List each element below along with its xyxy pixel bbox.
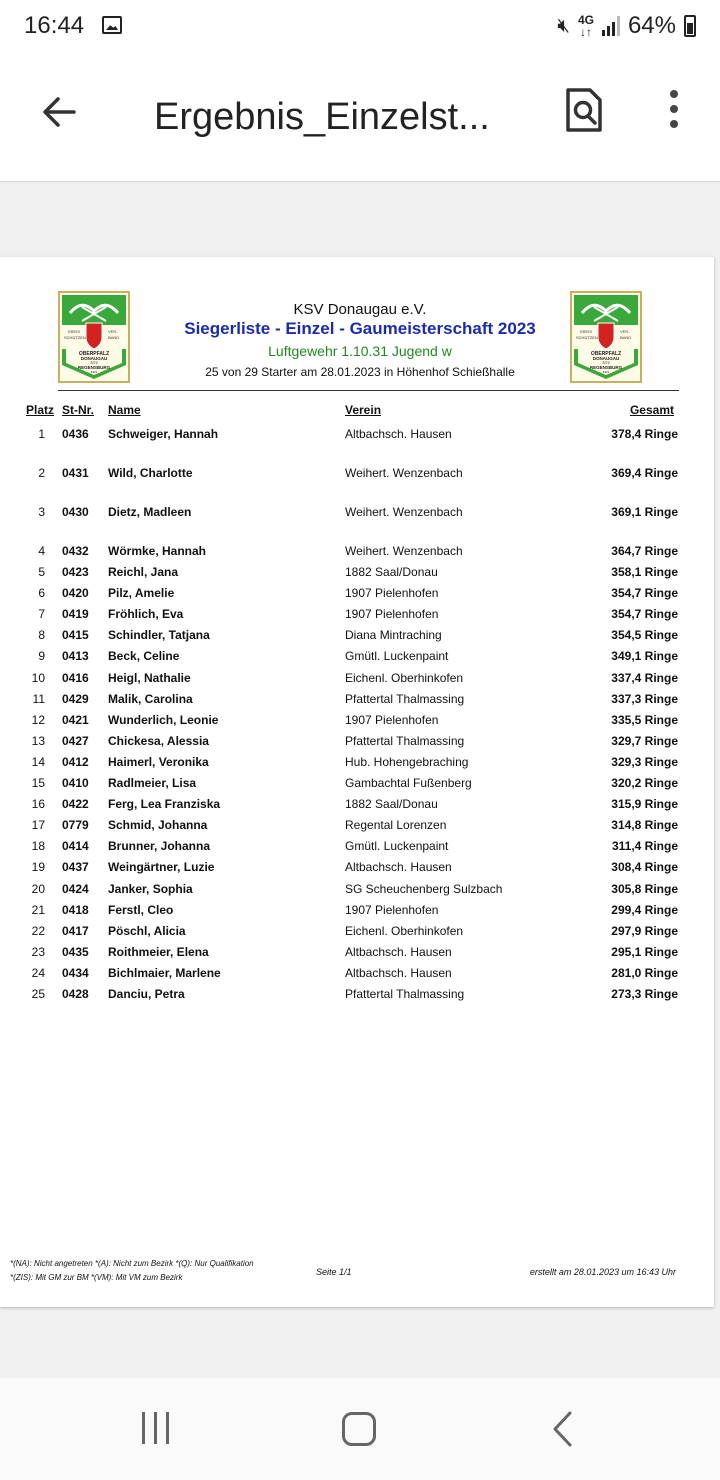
cell-gesamt: 281,0 Ringe (611, 965, 678, 980)
back-arrow-icon[interactable] (38, 90, 82, 134)
cell-name: Pilz, Amelie (108, 586, 175, 601)
cell-start-number: 0429 (62, 691, 89, 706)
cell-name: Danciu, Petra (108, 986, 185, 1001)
cell-name: Pöschl, Alicia (108, 923, 186, 938)
table-row (0, 837, 714, 858)
cell-verein: Weihert. Wenzenbach (345, 505, 463, 519)
cell-gesamt: 308,4 Ringe (611, 860, 678, 875)
cell-verein: 1907 Pielenhofen (345, 586, 439, 601)
cell-start-number: 0419 (62, 607, 89, 622)
cell-gesamt: 273,3 Ringe (611, 986, 678, 1001)
footer-legend-1: *(NA): Nicht angetreten *(A): Nicht zum Bezirk *(Q): Nur Qualifikation (10, 1259, 254, 1268)
cell-name: Chickesa, Alessia (108, 733, 209, 748)
cell-name: Schmid, Johanna (108, 818, 208, 833)
cell-start-number: 0413 (62, 649, 89, 664)
pdf-page (0, 257, 714, 1307)
cell-platz: 9 (38, 649, 45, 664)
table-row (0, 858, 714, 879)
cell-verein: Pfattertal Thalmassing (345, 986, 465, 1001)
logo-text: SCHÜTZEN (576, 335, 598, 340)
cell-platz: 13 (31, 733, 45, 748)
column-header-start-number: St-Nr. (62, 403, 95, 417)
cell-gesamt: 354,7 Ringe (611, 586, 678, 601)
cell-name: Roithmeier, Elena (108, 944, 209, 959)
table-row (0, 647, 714, 668)
logo-text: SITZ (602, 361, 610, 365)
cell-start-number: 0414 (62, 839, 89, 854)
cell-verein: Hub. Hohengebraching (345, 754, 469, 769)
cell-verein: Altbachsch. Hausen (345, 944, 452, 959)
table-row (0, 669, 714, 690)
cell-start-number: 0430 (62, 505, 89, 519)
club-logo-left (58, 291, 130, 383)
cell-gesamt: 369,1 Ringe (611, 505, 678, 519)
cell-start-number: 0779 (62, 818, 89, 833)
column-header-verein: Verein (345, 403, 382, 417)
cell-start-number: 0436 (62, 427, 89, 441)
cell-gesamt: 297,9 Ringe (611, 923, 678, 938)
cell-start-number: 0422 (62, 797, 89, 812)
cell-verein: Pfattertal Thalmassing (345, 691, 465, 706)
table-row (0, 732, 714, 753)
cell-verein: 1907 Pielenhofen (345, 902, 439, 917)
cell-platz: 19 (31, 860, 45, 875)
cell-gesamt: 335,5 Ringe (611, 712, 678, 727)
search-in-document-icon[interactable] (562, 86, 606, 134)
cell-gesamt: 311,4 Ringe (611, 839, 678, 854)
cell-start-number: 0432 (62, 544, 89, 558)
document-title: Ergebnis_Einzelst... (154, 96, 490, 138)
app-bar (0, 52, 720, 182)
status-icons (557, 12, 696, 40)
cell-verein: Altbachsch. Hausen (345, 427, 452, 441)
cell-name: Schweiger, Hannah (108, 427, 219, 441)
cell-verein: 1907 Pielenhofen (345, 607, 439, 622)
cell-name: Dietz, Madleen (108, 505, 192, 519)
network-type-icon: 4G ↓↑ (577, 13, 594, 39)
cell-platz: 7 (38, 607, 45, 622)
cell-start-number: 0428 (62, 986, 89, 1001)
header-divider (58, 390, 679, 391)
footer-page-number: Seite 1/1 (316, 1267, 352, 1277)
battery-icon (684, 15, 696, 37)
cell-gesamt: 299,4 Ringe (611, 902, 678, 917)
cell-gesamt: 354,7 Ringe (611, 607, 678, 622)
discipline-subtitle: Luftgewehr 1.10.31 Jugend w (268, 343, 452, 359)
cell-name: Janker, Sophia (108, 881, 193, 896)
cell-platz: 3 (38, 505, 45, 519)
cell-name: Reichl, Jana (108, 565, 179, 580)
cell-verein: 1882 Saal/Donau (345, 797, 438, 812)
cell-platz: 5 (38, 565, 45, 580)
nav-back-icon[interactable] (548, 1410, 578, 1448)
cell-gesamt: 378,4 Ringe (611, 427, 678, 441)
navigation-bar (0, 1378, 720, 1480)
network-type-label: 4G (577, 13, 594, 27)
table-row (0, 901, 714, 922)
cell-gesamt: 305,8 Ringe (611, 881, 678, 896)
cell-platz: 15 (31, 776, 45, 791)
cell-platz: 24 (31, 965, 45, 980)
cell-start-number: 0431 (62, 466, 89, 480)
cell-start-number: 0434 (62, 965, 89, 980)
table-row (0, 880, 714, 901)
table-row (0, 563, 714, 584)
battery-percent: 64% (627, 12, 676, 39)
logo-text: SCHÜTZEN (64, 335, 86, 340)
cell-platz: 11 (32, 691, 45, 706)
cell-name: Malik, Carolina (108, 691, 193, 706)
cell-verein: Gmütl. Luckenpaint (345, 839, 449, 854)
cell-verein: Pfattertal Thalmassing (345, 733, 465, 748)
logo-text: REGENSBURG (77, 365, 111, 370)
cell-platz: 21 (31, 902, 45, 917)
cell-start-number: 0421 (62, 712, 89, 727)
organization-name: KSV Donaugau e.V. (293, 301, 427, 318)
column-header-gesamt: Gesamt (629, 403, 674, 417)
logo-text: DONAUGAU (592, 356, 620, 361)
club-logo-right (570, 291, 642, 383)
cell-start-number: 0417 (62, 923, 89, 938)
cell-gesamt: 349,1 Ringe (611, 649, 678, 664)
cell-name: Bichlmaier, Marlene (108, 965, 221, 980)
recent-apps-icon[interactable] (142, 1412, 169, 1444)
footer-created: erstellt am 28.01.2023 um 16:43 Uhr (529, 1267, 676, 1277)
cell-platz: 12 (31, 712, 45, 727)
cell-name: Haimerl, Veronika (108, 754, 209, 769)
logo-text: KREIS (580, 329, 593, 334)
mute-icon: 🔇︎ (557, 14, 570, 37)
logo-text: DONAUGAU (80, 356, 108, 361)
cell-start-number: 0423 (62, 565, 89, 580)
cell-name: Heigl, Nathalie (108, 670, 191, 685)
cell-platz: 1 (38, 427, 45, 441)
logo-text: VER- (620, 329, 630, 334)
cell-start-number: 0424 (62, 881, 89, 896)
cell-gesamt: 354,5 Ringe (611, 628, 678, 643)
cell-platz: 14 (31, 754, 45, 769)
table-row (0, 503, 714, 542)
table-row (0, 774, 714, 795)
cell-gesamt: 364,7 Ringe (611, 544, 678, 558)
cell-start-number: 0416 (62, 670, 89, 685)
cell-name: Wörmke, Hannah (108, 544, 207, 558)
table-row (0, 943, 714, 964)
cell-name: Ferstl, Cleo (108, 902, 174, 917)
cell-platz: 22 (31, 923, 45, 938)
signal-icon (602, 16, 620, 36)
home-icon[interactable] (342, 1412, 376, 1446)
cell-verein: Altbachsch. Hausen (345, 965, 452, 980)
cell-verein: Regental Lorenzen (345, 818, 447, 833)
table-row (0, 605, 714, 626)
table-row (0, 626, 714, 647)
column-header-platz: Platz (26, 403, 55, 417)
cell-name: Beck, Celine (108, 649, 180, 664)
cell-platz: 6 (38, 586, 45, 601)
column-header-name: Name (108, 403, 141, 417)
logo-text: REGENSBURG (589, 365, 623, 370)
table-row (0, 922, 714, 943)
cell-start-number: 0410 (62, 776, 89, 791)
cell-name: Wild, Charlotte (108, 466, 193, 480)
cell-verein: Gambachtal Fußenberg (345, 776, 472, 791)
cell-start-number: 0418 (62, 902, 89, 917)
cell-start-number: 0437 (62, 860, 89, 875)
logo-text: BAND (620, 335, 632, 340)
table-row (0, 711, 714, 732)
cell-platz: 16 (31, 797, 45, 812)
table-row (0, 816, 714, 837)
cell-platz: 8 (38, 628, 45, 643)
cell-verein: Diana Mintraching (345, 628, 442, 643)
cell-name: Weingärtner, Luzie (108, 860, 215, 875)
list-title: Siegerliste - Einzel - Gaumeisterschaft 2023 (184, 319, 536, 338)
logo-text: OBERPFALZ (78, 351, 110, 357)
cell-verein: Altbachsch. Hausen (345, 860, 452, 875)
cell-verein: Weihert. Wenzenbach (345, 544, 463, 558)
cell-platz: 23 (31, 944, 45, 959)
footer-legend-2: *(ZIS): Mit GM zur BM *(VM): Mit VM zum Bezirk (10, 1273, 183, 1282)
logo-text: 1921 (90, 370, 98, 374)
table-row (0, 584, 714, 605)
cell-name: Radlmeier, Lisa (108, 776, 197, 791)
document-viewer[interactable] (0, 183, 720, 1378)
logo-text: BAND (108, 335, 120, 340)
cell-name: Ferg, Lea Franziska (108, 797, 221, 812)
cell-start-number: 0420 (62, 586, 89, 601)
table-row (0, 464, 714, 503)
cell-start-number: 0427 (62, 733, 89, 748)
cell-gesamt: 314,8 Ringe (611, 818, 678, 833)
table-row (0, 985, 714, 1006)
logo-text: KREIS (68, 329, 81, 334)
gallery-notification-icon (102, 16, 122, 34)
cell-platz: 17 (31, 818, 45, 833)
table-row (0, 542, 714, 563)
cell-gesamt: 337,4 Ringe (611, 670, 678, 685)
cell-start-number: 0435 (62, 944, 89, 959)
table-row (0, 425, 714, 464)
cell-gesamt: 358,1 Ringe (611, 565, 678, 580)
table-row (0, 964, 714, 985)
logo-text: OBERPFALZ (590, 351, 622, 357)
cell-gesamt: 315,9 Ringe (611, 797, 678, 812)
more-options-icon[interactable] (662, 90, 686, 136)
cell-platz: 18 (31, 839, 45, 854)
cell-verein: Eichenl. Oberhinkofen (345, 670, 464, 685)
status-time: 16:44 (24, 12, 85, 39)
logo-text: VER- (108, 329, 118, 334)
cell-name: Brunner, Johanna (108, 839, 211, 854)
cell-start-number: 0415 (62, 628, 89, 643)
cell-platz: 25 (31, 986, 45, 1001)
cell-platz: 4 (38, 544, 45, 558)
cell-verein: SG Scheuchenberg Sulzbach (345, 881, 503, 896)
cell-verein: 1882 Saal/Donau (345, 565, 438, 580)
cell-verein: Eichenl. Oberhinkofen (345, 923, 464, 938)
event-info: 25 von 29 Starter am 28.01.2023 in Höhenhof Schießhalle (205, 365, 515, 379)
cell-name: Wunderlich, Leonie (108, 712, 219, 727)
cell-name: Fröhlich, Eva (108, 607, 184, 622)
cell-gesamt: 337,3 Ringe (611, 691, 678, 706)
cell-gesamt: 329,7 Ringe (611, 733, 678, 748)
table-row (0, 795, 714, 816)
table-row (0, 753, 714, 774)
cell-name: Schindler, Tatjana (108, 628, 210, 643)
cell-start-number: 0412 (62, 754, 89, 769)
logo-text: 1921 (602, 370, 610, 374)
cell-verein: Weihert. Wenzenbach (345, 466, 463, 480)
results-table (0, 425, 714, 1006)
cell-gesamt: 295,1 Ringe (611, 944, 678, 959)
logo-text: SITZ (90, 361, 98, 365)
status-bar (0, 0, 720, 52)
cell-gesamt: 320,2 Ringe (611, 776, 678, 791)
cell-verein: Gmütl. Luckenpaint (345, 649, 449, 664)
cell-gesamt: 329,3 Ringe (611, 754, 678, 769)
cell-platz: 2 (38, 466, 45, 480)
cell-gesamt: 369,4 Ringe (611, 466, 678, 480)
cell-platz: 20 (31, 881, 45, 896)
table-row (0, 690, 714, 711)
cell-platz: 10 (31, 670, 45, 685)
cell-verein: 1907 Pielenhofen (345, 712, 439, 727)
